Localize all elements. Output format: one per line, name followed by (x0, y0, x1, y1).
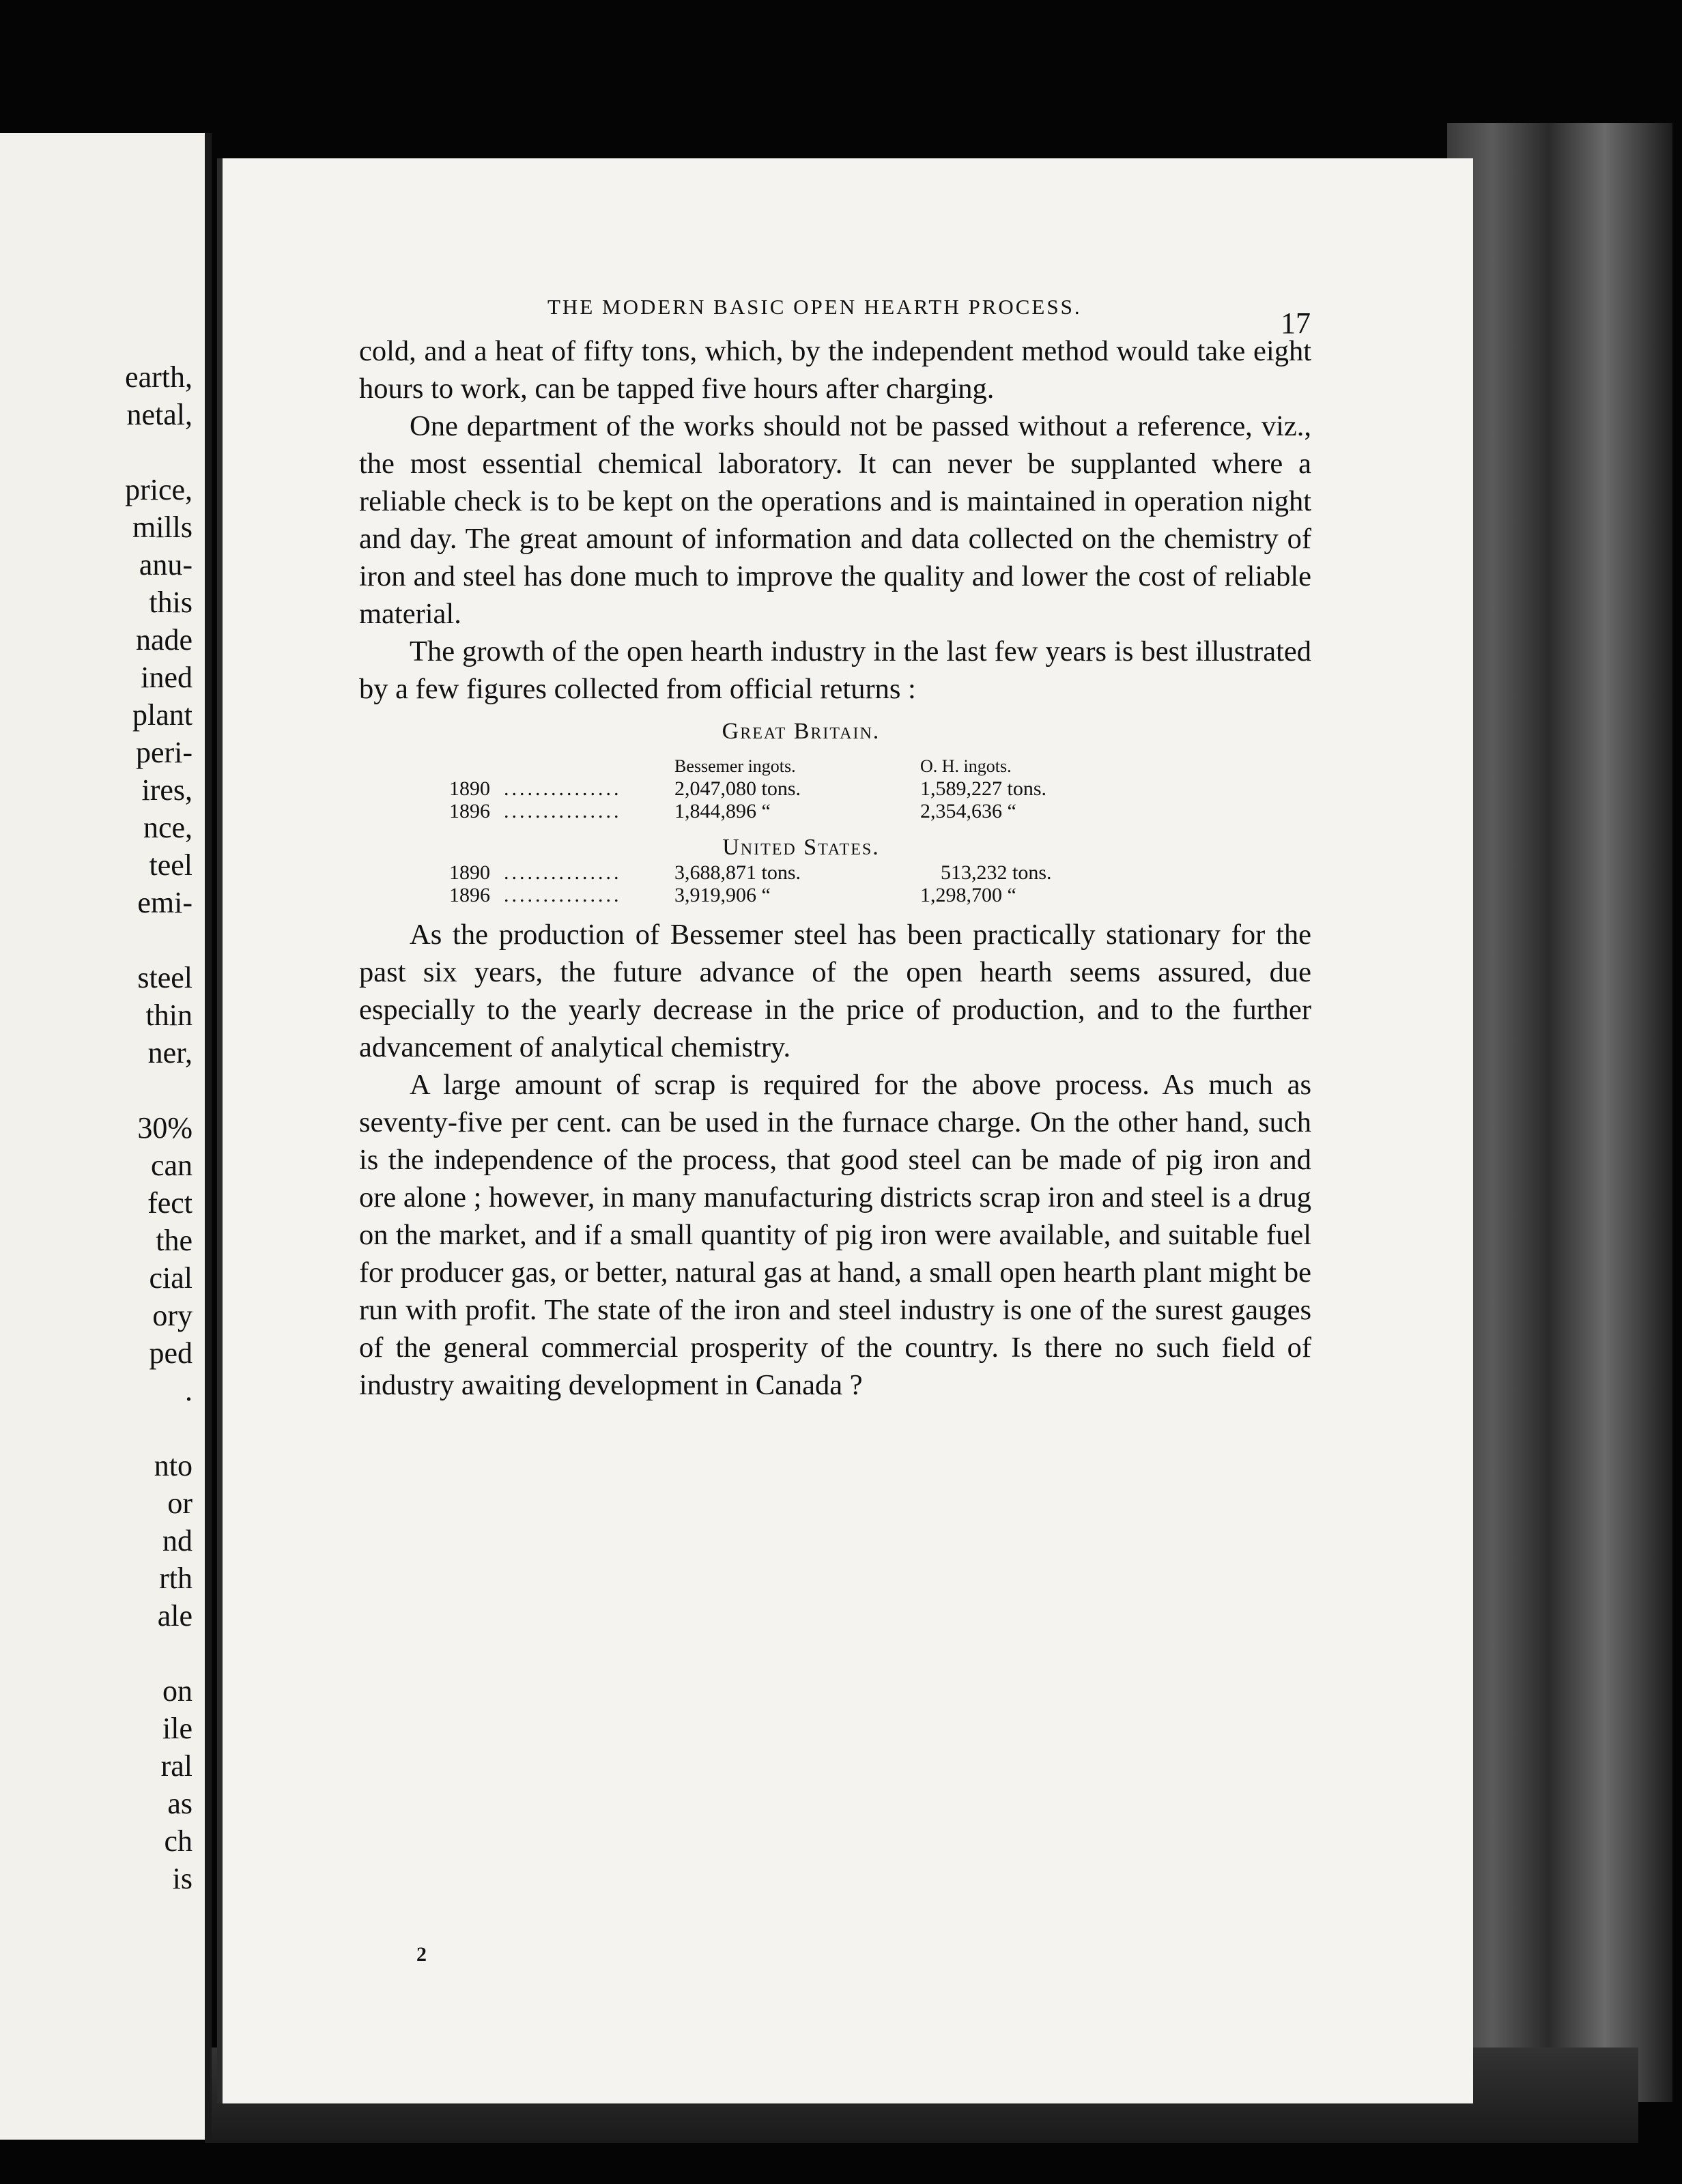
left-page-fragment: steel (137, 961, 193, 994)
table-row (449, 777, 1311, 800)
paragraph-2: One department of the works should not be passed without a reference, viz., the most essential chemical laboratory. It can never be supplanted where a reliable check is to be kept on the operations and is maintained in operation night and day. The great amount of information and data collected on the chemistry of iron and steel has done much to improve the quality and lower the cost of reliable material. (359, 410, 1311, 630)
left-page-fragment: earth, (125, 360, 193, 394)
table-row (449, 861, 1311, 884)
paragraph-5: A large amount of scrap is required for the above process. As much as seventy-five per cent. can be used in the furnace charge. On the other hand, such is the independence of the process, that good steel can be made of pig iron and ore alone ; however, in many manufacturing districts scrap iron and steel is a drug on the market, and if a small quantity of pig iron were available, and suitable fuel for producer gas, or better, natural gas at hand, a small open hearth plant might be run with profit. The state of the iron and steel industry is one of the surest gauges of the general commercial prosperity of the country. Is there no such field of industry awaiting development in Canada ? (359, 1069, 1311, 1401)
page-body (359, 332, 1311, 1404)
row-leader: ............... (504, 800, 622, 822)
left-page-fragment: ory (152, 1299, 193, 1332)
column-header-bessemer: Bessemer ingots. (674, 756, 796, 776)
left-page-fragment: as (167, 1787, 193, 1820)
table-section-united-states: United States. (722, 835, 880, 860)
left-page-fragment: ral (160, 1749, 193, 1783)
left-page-fragment: this (149, 586, 193, 619)
left-page-fragment: anu- (139, 548, 193, 581)
row-bessemer: 2,047,080 tons. (674, 777, 801, 800)
left-page-fragment: nade (135, 623, 193, 657)
running-head: THE MODERN BASIC OPEN HEARTH PROCESS. (547, 295, 1082, 319)
left-page-fragment (56, 1072, 193, 1109)
table-section-great-britain: Great Britain. (722, 719, 881, 744)
left-page-fragment (56, 1635, 193, 1672)
paragraph-3: The growth of the open hearth industry in the last few years is best illustrated by a few figures collected from official returns : (359, 635, 1311, 705)
left-page-fragment: price, (125, 473, 193, 506)
left-page-fragment (56, 1409, 193, 1447)
table-header-row (449, 745, 1311, 777)
book-page-edges (1447, 123, 1672, 2102)
left-page-fragment: can (150, 1149, 193, 1182)
main-page (217, 158, 1473, 2103)
left-page-fragment (56, 921, 193, 959)
row-bessemer: 3,919,906 “ (674, 884, 771, 906)
left-page-text-fragments (56, 358, 193, 1897)
row-year: 1896 (449, 884, 490, 906)
row-year: 1896 (449, 800, 490, 822)
left-page-fragment: nd (162, 1524, 193, 1557)
row-leader: ............... (504, 861, 622, 884)
left-page-fragment: nto (154, 1449, 193, 1482)
left-page-fragment: cial (149, 1261, 193, 1295)
left-page-fragment: on (162, 1674, 193, 1708)
paragraph-1: cold, and a heat of fifty tons, which, by the independent method would take eight hours to work, can be tapped five hours after charging. (359, 335, 1311, 405)
left-page-fragment: mills (132, 511, 193, 544)
left-page-fragment: netal, (126, 398, 193, 431)
row-leader: ............... (504, 884, 622, 906)
left-page-fragment: ale (157, 1599, 193, 1633)
row-year: 1890 (449, 777, 490, 800)
row-bessemer: 3,688,871 tons. (674, 861, 801, 884)
row-year: 1890 (449, 861, 490, 884)
paragraph-4: As the production of Bessemer steel has been practically stationary for the past six years, the future advance of the open hearth seems assured, due especially to the yearly decrease in the price of production, and to the further advancement of analytical chemistry. (359, 919, 1311, 1063)
table-row (449, 800, 1311, 822)
production-table (359, 720, 1311, 906)
left-page-fragment: ile (162, 1712, 193, 1745)
left-page-fragment: thin (145, 998, 193, 1032)
left-page-fragment: ined (141, 661, 193, 694)
left-facing-page (0, 133, 212, 2140)
left-page-fragment: ner, (147, 1036, 193, 1069)
left-page-fragment: rth (159, 1562, 193, 1595)
left-page-fragment: ped (149, 1336, 193, 1370)
left-page-fragment: the (156, 1224, 193, 1257)
left-page-fragment: or (167, 1486, 193, 1520)
left-page-fragment: fect (147, 1186, 193, 1220)
left-page-fragment: plant (132, 698, 193, 732)
signature-folio: 2 (416, 1943, 427, 1966)
left-page-fragment: . (185, 1374, 193, 1407)
left-page-fragment: emi- (137, 886, 193, 919)
row-bessemer: 1,844,896 “ (674, 800, 771, 822)
page-number: 17 (1281, 306, 1311, 340)
left-page-fragment: nce, (143, 811, 193, 844)
row-leader: ............... (504, 777, 622, 800)
left-page-fragment: ch (164, 1824, 193, 1858)
left-page-fragment: peri- (135, 736, 193, 769)
left-page-fragment: is (172, 1862, 193, 1895)
left-page-fragment (56, 433, 193, 471)
table-row (449, 884, 1311, 906)
left-page-fragment: teel (149, 848, 193, 882)
row-oh: 1,298,700 “ (920, 884, 1016, 906)
row-oh: 1,589,227 tons. (920, 777, 1047, 800)
row-oh: 2,354,636 “ (920, 800, 1016, 822)
column-header-oh: O. H. ingots. (920, 756, 1012, 776)
left-page-fragment: ires, (141, 773, 193, 807)
row-oh: 513,232 tons. (941, 861, 1052, 884)
left-page-fragment: 30% (137, 1111, 193, 1145)
